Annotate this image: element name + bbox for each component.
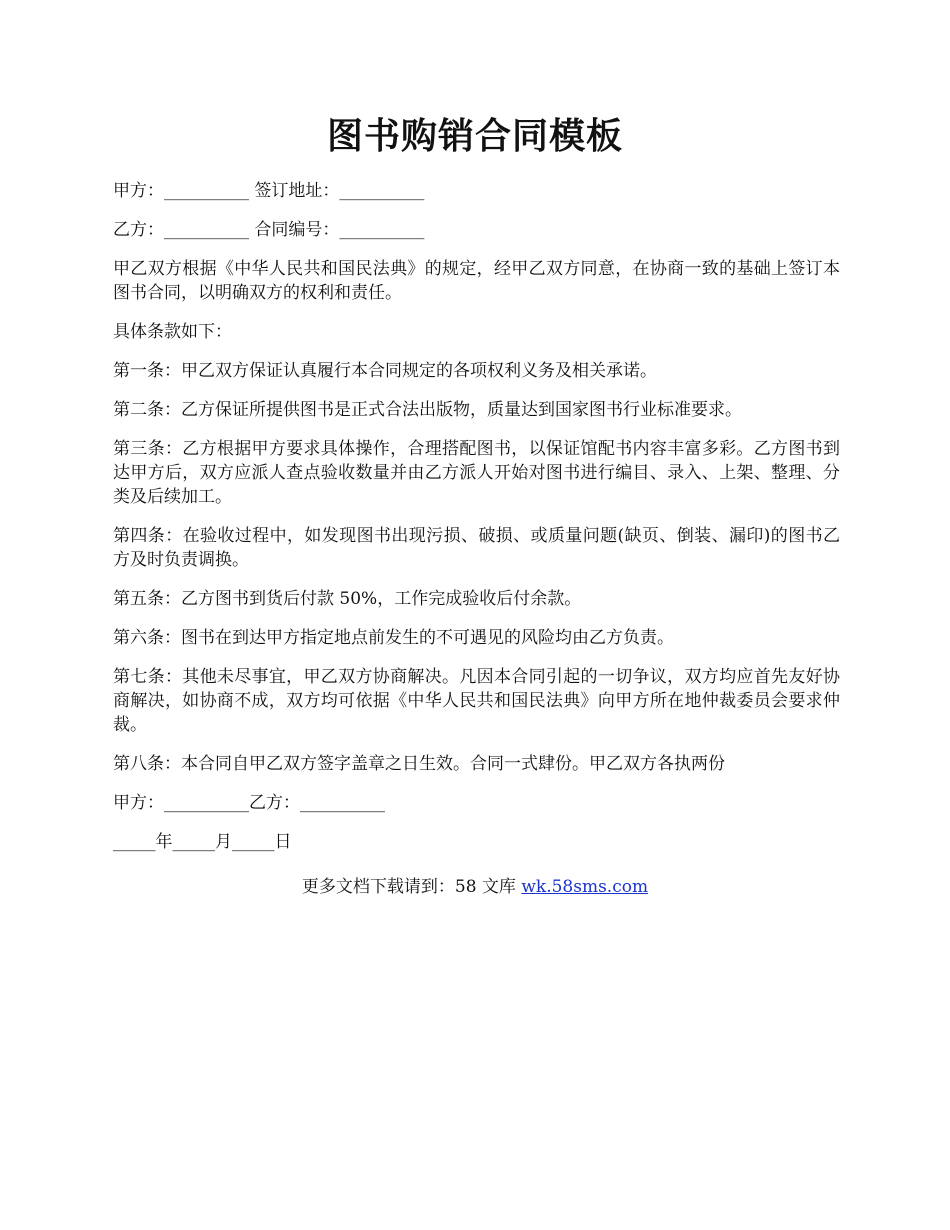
signature-line: 甲方：__________乙方：__________	[113, 793, 385, 813]
terms-heading: 具体条款如下：	[113, 322, 232, 342]
intro-paragraph: 甲乙双方根据《中华人民共和国民法典》的规定，经甲乙双方同意，在协商一致的基础上签订本图书合同，以明确双方的权利和责任。	[113, 259, 840, 303]
article-5: 第五条：乙方图书到货后付款 50%，工作完成验收后付余款。	[113, 589, 582, 609]
download-footer	[0, 875, 950, 899]
document-body	[113, 179, 840, 869]
article-4: 第四条：在验收过程中，如发现图书出现污损、破损、或质量问题(缺页、倒装、漏印)的图书乙方及时负责调换。	[113, 526, 840, 570]
article-3: 第三条：乙方根据甲方要求具体操作，合理搭配图书，以保证馆配书内容丰富多彩。乙方图书到达甲方后，双方应派人查点验收数量并由乙方派人开始对图书进行编目、录入、上架、整理、分类及后续加工。	[113, 439, 840, 507]
party-b-line: 乙方：__________ 合同编号：__________	[113, 220, 425, 240]
article-8: 第八条：本合同自甲乙双方签字盖章之日生效。合同一式肆份。甲乙双方各执两份	[113, 754, 725, 774]
article-2: 第二条：乙方保证所提供图书是正式合法出版物，质量达到国家图书行业标准要求。	[113, 400, 742, 420]
party-a-line: 甲方：__________ 签订地址：__________	[113, 181, 425, 201]
footer-text: 更多文档下载请到：58 文库	[301, 877, 522, 897]
footer-link[interactable]: wk.58sms.com	[521, 877, 649, 897]
article-6: 第六条：图书在到达甲方指定地点前发生的不可遇见的风险均由乙方负责。	[113, 628, 674, 648]
article-1: 第一条：甲乙双方保证认真履行本合同规定的各项权利义务及相关承诺。	[113, 361, 657, 381]
article-7: 第七条：其他未尽事宜，甲乙双方协商解决。凡因本合同引起的一切争议，双方均应首先友好协商解决，如协商不成，双方均可依据《中华人民共和国民法典》向甲方所在地仲裁委员会要求仲裁。	[113, 667, 840, 735]
document-title: 图书购销合同模板	[326, 115, 623, 157]
date-line: _____年_____月_____日	[113, 832, 292, 852]
